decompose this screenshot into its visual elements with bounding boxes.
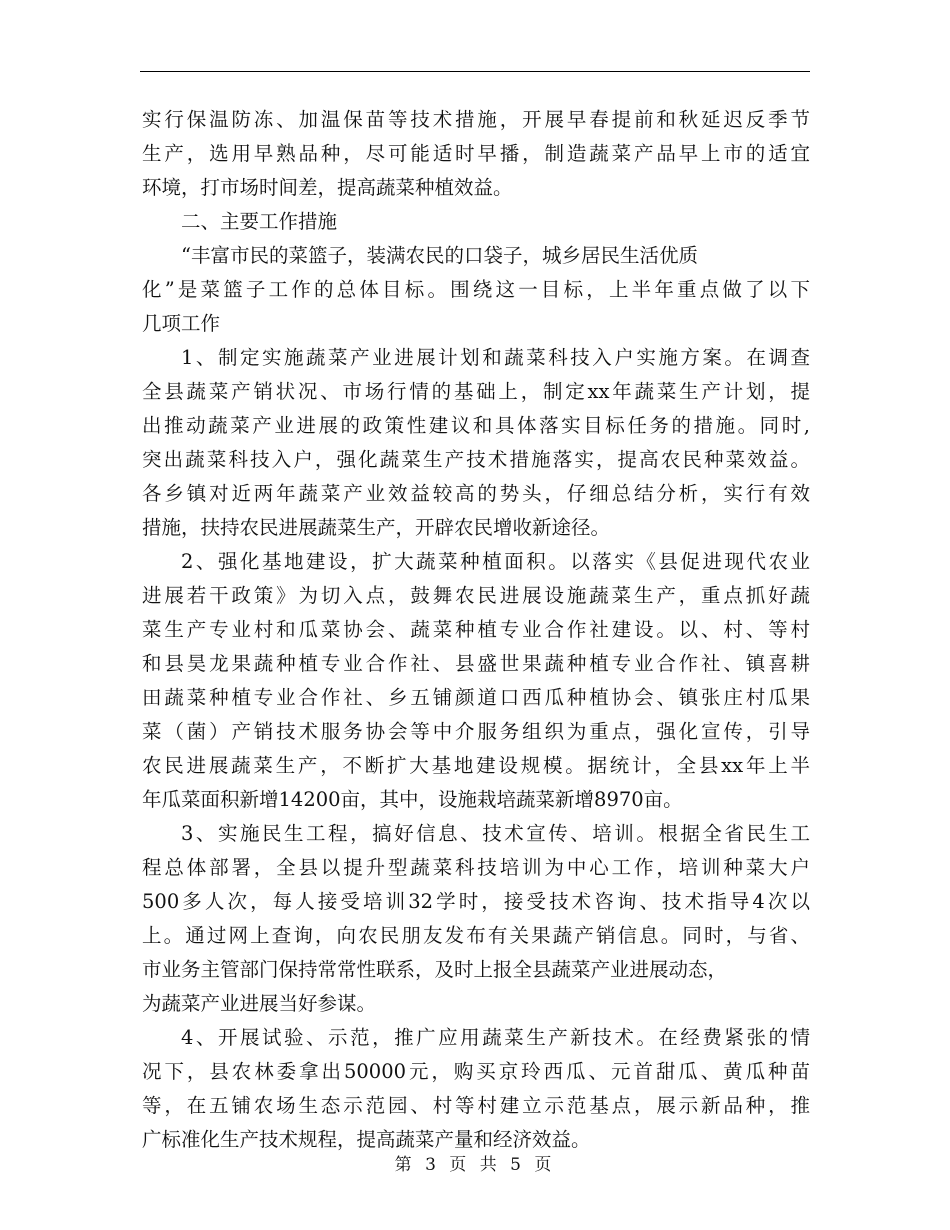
paragraph-line: 年瓜菜面积新增14200亩，其中，设施栽培蔬菜新增8970亩。 [142,788,683,811]
paragraph-line: 和县昊龙果蔬种植专业合作社、县盛世果蔬种植专业合作社、镇喜耕 [142,652,810,675]
paragraph-line: 程总体部署，全县以提升型蔬菜科技培训为中心工作，培训种菜大户 [142,856,810,879]
paragraph-line: 等，在五铺农场生态示范园、村等村建立示范基点，展示新品种，推 [142,1094,810,1117]
paragraph-line: 广标准化生产技术规程，提高蔬菜产量和经济效益。 [142,1128,591,1151]
header-rule [140,71,810,72]
paragraph-line: 田蔬菜种植专业合作社、乡五铺颜道口西瓜种植协会、镇张庄村瓜果 [142,686,810,709]
paragraph-line: 突出蔬菜科技入户，强化蔬菜生产技术措施落实，提高农民种菜效益。 [142,448,810,471]
paragraph-line: 全县蔬菜产销状况、市场行情的基础上，制定xx年蔬菜生产计划，提 [142,380,810,403]
paragraph-line: 环境，打市场时间差，提高蔬菜种植效益。 [142,176,513,199]
paragraph-line: 出推动蔬菜产业进展的政策性建议和具体落实目标任务的措施。同时, [142,414,810,437]
paragraph-line: 化”是菜篮子工作的总体目标。围绕这一目标，上半年重点做了以下 [142,278,810,301]
paragraph-line: 菜生产专业村和瓜菜协会、蔬菜种植专业合作社建设。以、村、等村 [142,618,810,641]
page-number: 第 3 页 共 5 页 [394,1155,556,1175]
paragraph-line: 实行保温防冻、加温保苗等技术措施，开展早春提前和秋延迟反季节 [142,108,810,131]
paragraph-line: 500多人次，每人接受培训32学时，接受技术咨询、技术指导4次以 [142,890,810,913]
paragraph-line: 农民进展蔬菜生产，不断扩大基地建设规模。据统计，全县xx年上半 [142,754,810,777]
paragraph-line: 措施，扶持农民进展蔬菜生产，开辟农民增收新途径。 [142,516,611,539]
paragraph-line: 2、强化基地建设，扩大蔬菜种植面积。以落实《县促进现代农业 [181,550,810,573]
paragraph-line: 生产，选用早熟品种，尽可能适时早播，制造蔬菜产品早上市的适宜 [142,142,810,165]
paragraph-line: 菜（菌）产销技术服务协会等中介服务组织为重点，强化宣传，引导 [142,720,810,743]
document-body [142,103,810,1157]
paragraph-line: 4、开展试验、示范，推广应用蔬菜生产新技术。在经费紧张的情 [181,1026,810,1049]
paragraph-line: 上。通过网上查询，向农民朋友发布有关果蔬产销信息。同时，与省、 [142,924,810,947]
paragraph-line: “丰富市民的菜篮子，装满农民的口袋子，城乡居民生活优质 [181,244,698,267]
paragraph-line: 况下，县农林委拿出50000元，购买京玲西瓜、元首甜瓜、黄瓜种苗 [142,1060,810,1083]
paragraph-line: 3、实施民生工程，搞好信息、技术宣传、培训。根据全省民生工 [181,822,810,845]
paragraph-line: 进展若干政策》为切入点，鼓舞农民进展设施蔬菜生产，重点抓好蔬 [142,584,810,607]
paragraph-line: 各乡镇对近两年蔬菜产业效益较高的势头，仔细总结分析，实行有效 [142,482,810,505]
paragraph-line: 为蔬菜产业进展当好参谋。 [142,992,377,1015]
section-heading: 二、主要工作措施 [181,210,338,233]
paragraph-line: 市业务主管部门保持常常性联系，及时上报全县蔬菜产业进展动态， [142,958,728,981]
paragraph-line: 1、制定实施蔬菜产业进展计划和蔬菜科技入户实施方案。在调查 [181,346,810,369]
paragraph-line: 几项工作 [142,312,221,335]
